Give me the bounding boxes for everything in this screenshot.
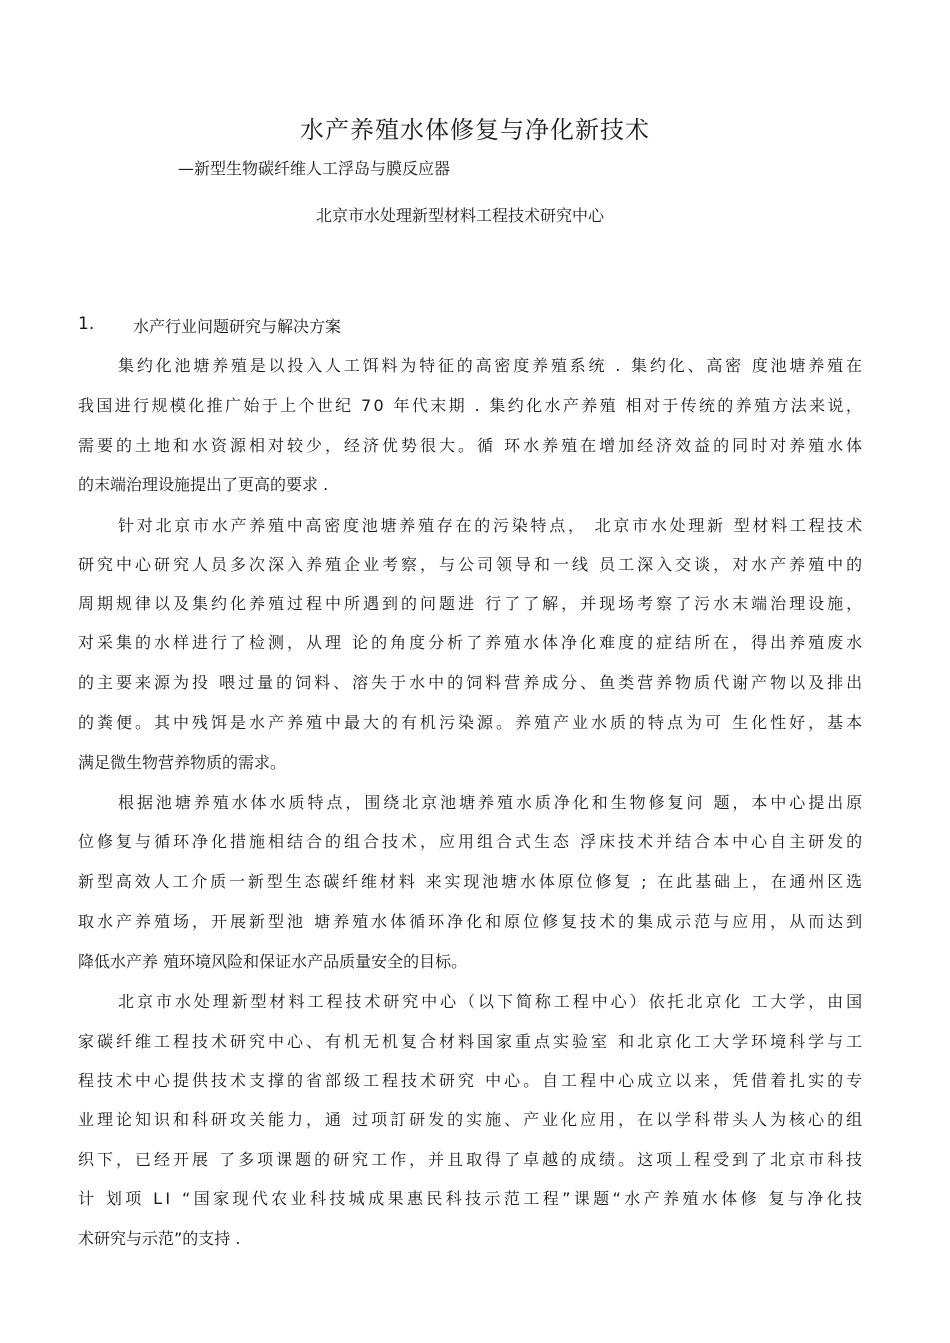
body-line: 对采集的水样进行了检测，从理 论的角度分析了养殖水体净化难度的症结所在，得出养殖废水 xyxy=(78,633,866,652)
body-line: 根据池塘养殖水体水质特点，围绕北京池塘养殖水质净化和生物修复问 题，本中心提出原 xyxy=(118,793,866,812)
body-line: 北京市水处理新型材料工程技术研究中心（以下简称工程中心）依托北京化 工大学，由国 xyxy=(118,992,866,1011)
body-line: 的末端治理设施提出了更高的要求 . xyxy=(78,475,329,494)
body-line: 研究中心研究人员多次深入养殖企业考察，与公司领导和一线 员工深入交谈，对水产养殖中的 xyxy=(78,555,866,574)
body-line: 针对北京市水产养殖中高密度池塘养殖存在的污染特点， 北京市水处理新 型材料工程技术 xyxy=(118,516,865,535)
body-line: 术研究与示范”的支持 . xyxy=(78,1229,241,1248)
body-line: 新型高效人工介质一新型生态碳纤维材料 来实现池塘水体原位修复 ; 在此基础上，在通州区选 xyxy=(78,872,865,891)
body-line: 降低水产养 殖环境风险和保证水产品质量安全的目标。 xyxy=(78,952,468,971)
body-line: 位修复与循环净化措施相结合的组合技术，应用组合式生态 浮床技术并结合本中心自主研发的 xyxy=(78,832,866,851)
body-line: 需要的土地和水资源相对较少，经济优势很大。循 环水养殖在增加经济效益的同时对养殖水体 xyxy=(78,436,866,455)
body-line: 取水产养殖场，开展新型池 塘养殖水体循环净化和原位修复技术的集成示范与应用，从而达到 xyxy=(78,912,866,931)
body-line: 程技术中心提供技术支撑的省部级工程技术研究 中心。自工程中心成立以来，凭借着扎实的专 xyxy=(78,1071,866,1090)
body-line: 的主要来源为投 喂过量的饲料、溶失于水中的饲料营养成分、鱼类营养物质代谢产物以及排出 xyxy=(78,673,866,692)
body-line: 计 划项 LI “国家现代农业科技城成果惠民科技示范工程”课题“水产养殖水体修 复与净化技 xyxy=(78,1189,866,1208)
document-subtitle: —新型生物碳纤维人工浮岛与膜反应器 xyxy=(178,159,451,178)
body-line: 集约化池塘养殖是以投入人工饵料为特征的高密度养殖系统 . 集约化、高密 度池塘养殖在 xyxy=(118,356,865,375)
organization-name: 北京市水处理新型材料工程技术研究中心 xyxy=(315,206,604,225)
body-line: 周期规律以及集约化养殖过程中所遇到的问题进 行了了解，并现场考察了污水末端治理设施， xyxy=(78,594,866,613)
section-title: 水产行业问题研究与解决方案 xyxy=(133,317,342,336)
body-line: 的粪便。其中残饵是水产养殖中最大的有机污染源。养殖产业水质的特点为可 生化性好，基本 xyxy=(78,713,866,732)
document-title: 水产养殖水体修复与净化新技术 xyxy=(300,116,650,144)
body-line: 我国进行规模化推广始于上个世纪 70 年代末期 . 集约化水产养殖 相对于传统的养殖方法来说， xyxy=(78,396,865,415)
body-line: 业理论知识和科研攻关能力，通 过项訂研发的实施、产业化应用，在以学科带头人为核心的组 xyxy=(78,1110,866,1129)
body-line: 家碳纤维工程技术研究中心、有机无机复合材料国家重点实验室 和北京化工大学环境科学与工 xyxy=(78,1032,866,1051)
body-line: 织下，已经开展 了多项课题的研究工作，并且取得了卓越的成绩。这项丄程受到了北京市科技 xyxy=(78,1150,866,1169)
section-number: 1. xyxy=(78,314,95,334)
body-line: 满足微生物营养物质的需求。 xyxy=(78,753,287,772)
